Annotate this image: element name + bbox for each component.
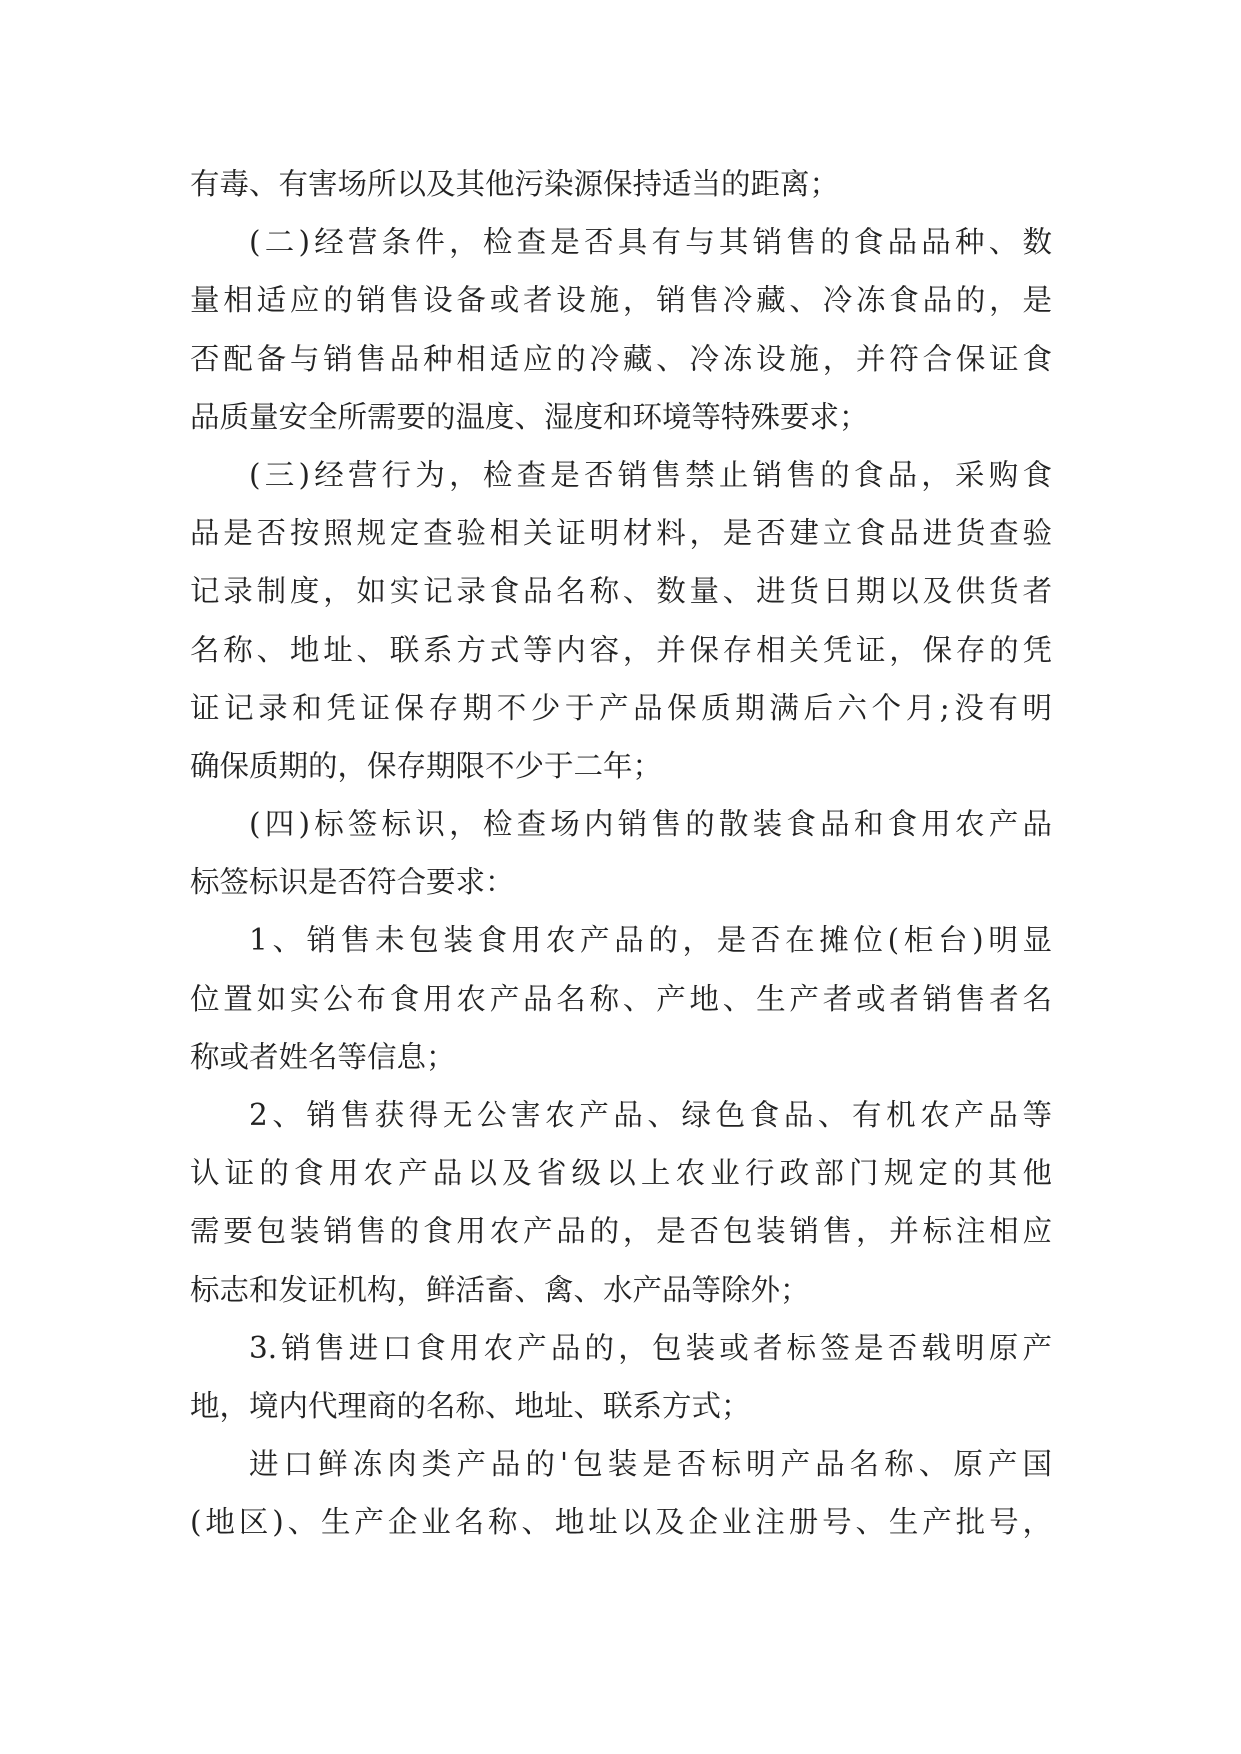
text-line: 名称、地址、联系方式等内容，并保存相关凭证，保存的凭: [190, 632, 1052, 667]
text-line: 地，境内代理商的名称、地址、联系方式；: [190, 1388, 751, 1423]
text-line: 进口鲜冻肉类产品的'包装是否标明产品名称、原产国: [249, 1447, 1052, 1482]
document-body: [190, 155, 1052, 1552]
text-line: 需要包装销售的食用农产品的，是否包装销售，并标注相应: [190, 1214, 1052, 1249]
text-line: 品质量安全所需要的温度、湿度和环境等特殊要求；: [190, 399, 869, 434]
text-line: (四)标签标识，检查场内销售的散装食品和食用农产品: [249, 807, 1052, 842]
text-line: 认证的食用农产品以及省级以上农业行政部门规定的其他: [190, 1156, 1052, 1191]
text-line: 称或者姓名等信息；: [190, 1039, 456, 1074]
text-line: (二)经营条件，检查是否具有与其销售的食品品种、数: [249, 225, 1052, 260]
text-line: 记录制度，如实记录食品名称、数量、进货日期以及供货者: [190, 574, 1052, 609]
text-line: 3.销售进口食用农产品的，包装或者标签是否载明原产: [249, 1330, 1052, 1365]
text-line: 1、销售未包装食用农产品的，是否在摊位(柜台)明显: [249, 923, 1052, 958]
text-line: 量相适应的销售设备或者设施，销售冷藏、冷冻食品的，是: [190, 283, 1052, 318]
text-line: 标签标识是否符合要求：: [190, 865, 515, 900]
text-line: 有毒、有害场所以及其他污染源保持适当的距离；: [190, 167, 840, 201]
text-line: (地区)、生产企业名称、地址以及企业注册号、生产批号，: [190, 1505, 1052, 1540]
text-line: 确保质期的，保存期限不少于二年；: [190, 748, 663, 783]
text-line: 位置如实公布食用农产品名称、产地、生产者或者销售者名: [190, 981, 1052, 1016]
text-line: 否配备与销售品种相适应的冷藏、冷冻设施，并符合保证食: [190, 341, 1052, 376]
text-line: 2、销售获得无公害农产品、绿色食品、有机农产品等: [249, 1098, 1052, 1132]
text-line: 证记录和凭证保存期不少于产品保质期满后六个月;没有明: [190, 690, 1052, 725]
text-line: 标志和发证机构，鲜活畜、禽、水产品等除外；: [190, 1272, 810, 1307]
text-line: 品是否按照规定查验相关证明材料，是否建立食品进货查验: [190, 516, 1052, 551]
text-line: (三)经营行为，检查是否销售禁止销售的食品，采购食: [249, 457, 1052, 492]
